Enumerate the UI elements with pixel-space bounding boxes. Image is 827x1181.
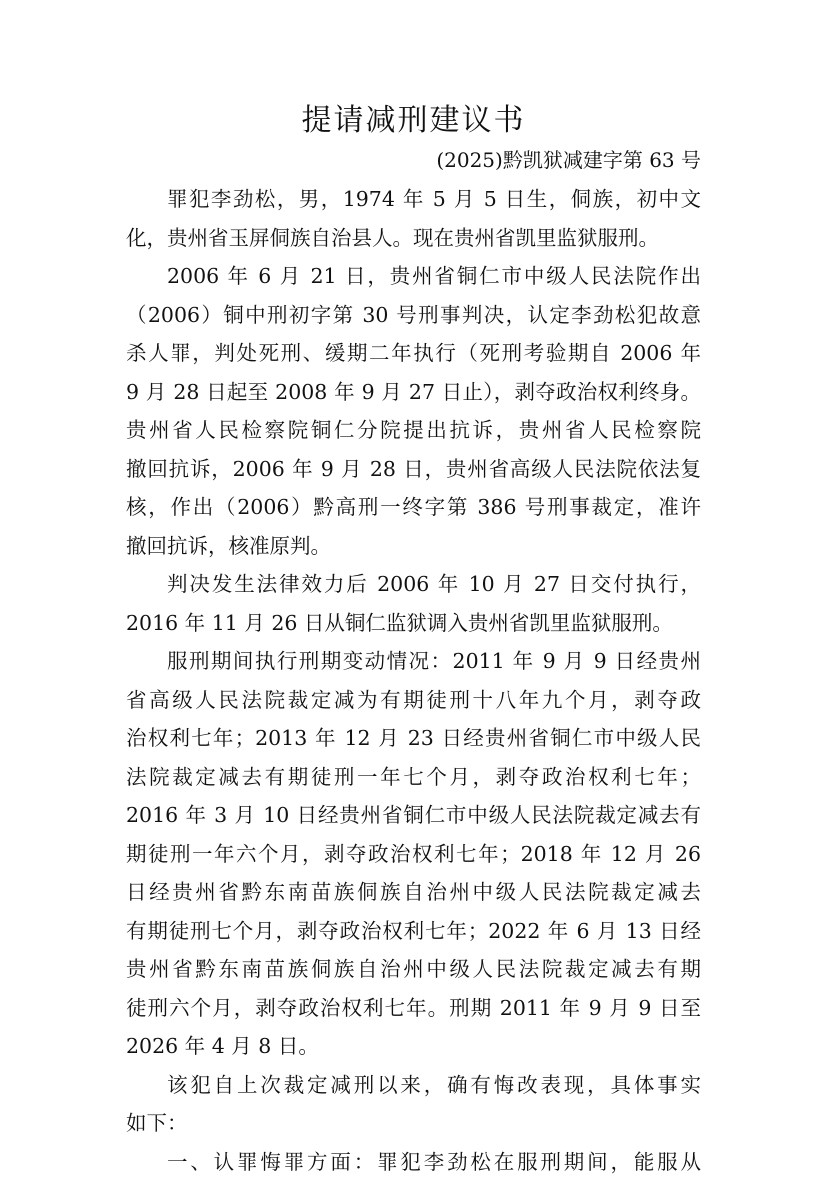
- paragraph-line: 有期徒刑七个月，剥夺政治权利七年；2022 年 6 月 13 日经: [126, 912, 701, 951]
- paragraph-line: 化，贵州省玉屏侗族自治县人。现在贵州省凯里监狱服刑。: [126, 219, 701, 258]
- paragraph-basic-info: [126, 180, 701, 257]
- paragraph-line: 杀人罪，判处死刑、缓期二年执行（死刑考验期自 2006 年: [126, 334, 701, 373]
- paragraph-line: 核，作出（2006）黔高刑一终字第 386 号刑事裁定，准许: [126, 488, 701, 527]
- paragraph-line: 徒刑六个月，剥夺政治权利七年。刑期 2011 年 9 月 9 日至: [126, 989, 701, 1028]
- paragraph-line: 贵州省人民检察院铜仁分院提出抗诉，贵州省人民检察院: [126, 411, 701, 450]
- paragraph-line: 2026 年 4 月 8 日。: [126, 1027, 701, 1066]
- paragraph-sentence-changes: [126, 642, 701, 1066]
- paragraph-line: 撤回抗诉，核准原判。: [126, 527, 701, 566]
- paragraph-line: 如下：: [126, 1104, 701, 1143]
- document-title: 提请减刑建议书: [0, 101, 827, 141]
- paragraph-line: 法院裁定减去有期徒刑一年七个月，剥夺政治权利七年；: [126, 758, 701, 797]
- paragraph-line: 一、认罪悔罪方面：罪犯李劲松在服刑期间，能服从: [126, 1143, 701, 1181]
- paragraph-line: 9 月 28 日起至 2008 年 9 月 27 日止），剥夺政治权利终身。: [126, 373, 701, 412]
- paragraph-confession-section: [126, 1143, 701, 1181]
- document-number: (2025)黔凯狱减建字第 63 号: [436, 145, 701, 175]
- paragraph-line: 判决发生法律效力后 2006 年 10 月 27 日交付执行，: [126, 565, 701, 604]
- paragraph-line: 该犯自上次裁定减刑以来，确有悔改表现，具体事实: [126, 1066, 701, 1105]
- paragraph-line: 2006 年 6 月 21 日，贵州省铜仁市中级人民法院作出: [126, 257, 701, 296]
- document-body: [126, 180, 701, 1181]
- paragraph-line: （2006）铜中刑初字第 30 号刑事判决，认定李劲松犯故意: [126, 296, 701, 335]
- paragraph-line: 日经贵州省黔东南苗族侗族自治州中级人民法院裁定减去: [126, 873, 701, 912]
- paragraph-execution: [126, 565, 701, 642]
- paragraph-line: 撤回抗诉，2006 年 9 月 28 日，贵州省高级人民法院依法复: [126, 450, 701, 489]
- paragraph-line: 2016 年 3 月 10 日经贵州省铜仁市中级人民法院裁定减去有: [126, 796, 701, 835]
- paragraph-line: 贵州省黔东南苗族侗族自治州中级人民法院裁定减去有期: [126, 950, 701, 989]
- paragraph-line: 罪犯李劲松，男，1974 年 5 月 5 日生，侗族，初中文: [126, 180, 701, 219]
- paragraph-repentance-intro: [126, 1066, 701, 1143]
- paragraph-line: 治权利七年；2013 年 12 月 23 日经贵州省铜仁市中级人民: [126, 719, 701, 758]
- paragraph-line: 省高级人民法院裁定减为有期徒刑十八年九个月，剥夺政: [126, 681, 701, 720]
- paragraph-line: 期徒刑一年六个月，剥夺政治权利七年；2018 年 12 月 26: [126, 835, 701, 874]
- paragraph-original-judgment: [126, 257, 701, 565]
- paragraph-line: 服刑期间执行刑期变动情况：2011 年 9 月 9 日经贵州: [126, 642, 701, 681]
- paragraph-line: 2016 年 11 月 26 日从铜仁监狱调入贵州省凯里监狱服刑。: [126, 604, 701, 643]
